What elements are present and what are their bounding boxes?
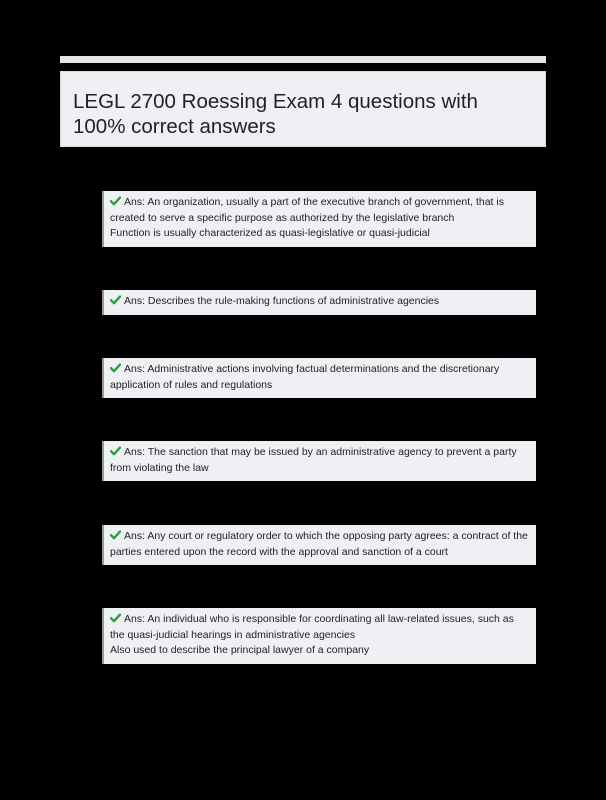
check-icon bbox=[110, 446, 121, 456]
answer-box-2 bbox=[102, 290, 536, 315]
check-icon bbox=[110, 530, 121, 540]
check-icon bbox=[110, 196, 121, 206]
check-icon bbox=[110, 613, 121, 623]
answer-line: Function is usually characterized as quasi-legislative or quasi-judicial bbox=[110, 227, 430, 239]
check-icon bbox=[110, 363, 121, 373]
answer-box-3 bbox=[102, 358, 536, 398]
answer-line: Ans: Any court or regulatory order to which the opposing party agrees: a contract of the parties entered upon the record with the approval and sanction of a court bbox=[110, 530, 528, 558]
answer-text bbox=[110, 612, 530, 643]
answer-line: Ans: The sanction that may be issued by an administrative agency to prevent a party from violating the law bbox=[110, 446, 517, 474]
answer-text bbox=[110, 529, 530, 560]
answer-line: Ans: An individual who is responsible for coordinating all law-related issues, such as the quasi-judicial hearings in administrative agencies bbox=[110, 613, 514, 641]
answer-text bbox=[110, 362, 530, 393]
answer-box-6 bbox=[102, 608, 536, 664]
check-icon bbox=[110, 295, 121, 305]
answer-box-5 bbox=[102, 525, 536, 565]
answer-text bbox=[110, 294, 530, 310]
answer-text bbox=[110, 195, 530, 226]
answer-line: Ans: An organization, usually a part of the executive branch of government, that is created to serve a specific purpose as authorized by the legislative branch bbox=[110, 196, 504, 224]
answer-line: Ans: Describes the rule-making functions of administrative agencies bbox=[124, 295, 440, 307]
title-box bbox=[60, 71, 546, 147]
answer-text bbox=[110, 445, 530, 476]
answer-line: Ans: Administrative actions involving factual determinations and the discretionary application of rules and regulations bbox=[110, 363, 500, 391]
answer-box-1 bbox=[102, 191, 536, 247]
answer-line: Also used to describe the principal lawyer of a company bbox=[110, 644, 370, 656]
document-title: LEGL 2700 Roessing Exam 4 questions with 100% correct answers bbox=[73, 90, 478, 138]
answer-box-4 bbox=[102, 441, 536, 481]
top-divider bbox=[60, 56, 546, 63]
